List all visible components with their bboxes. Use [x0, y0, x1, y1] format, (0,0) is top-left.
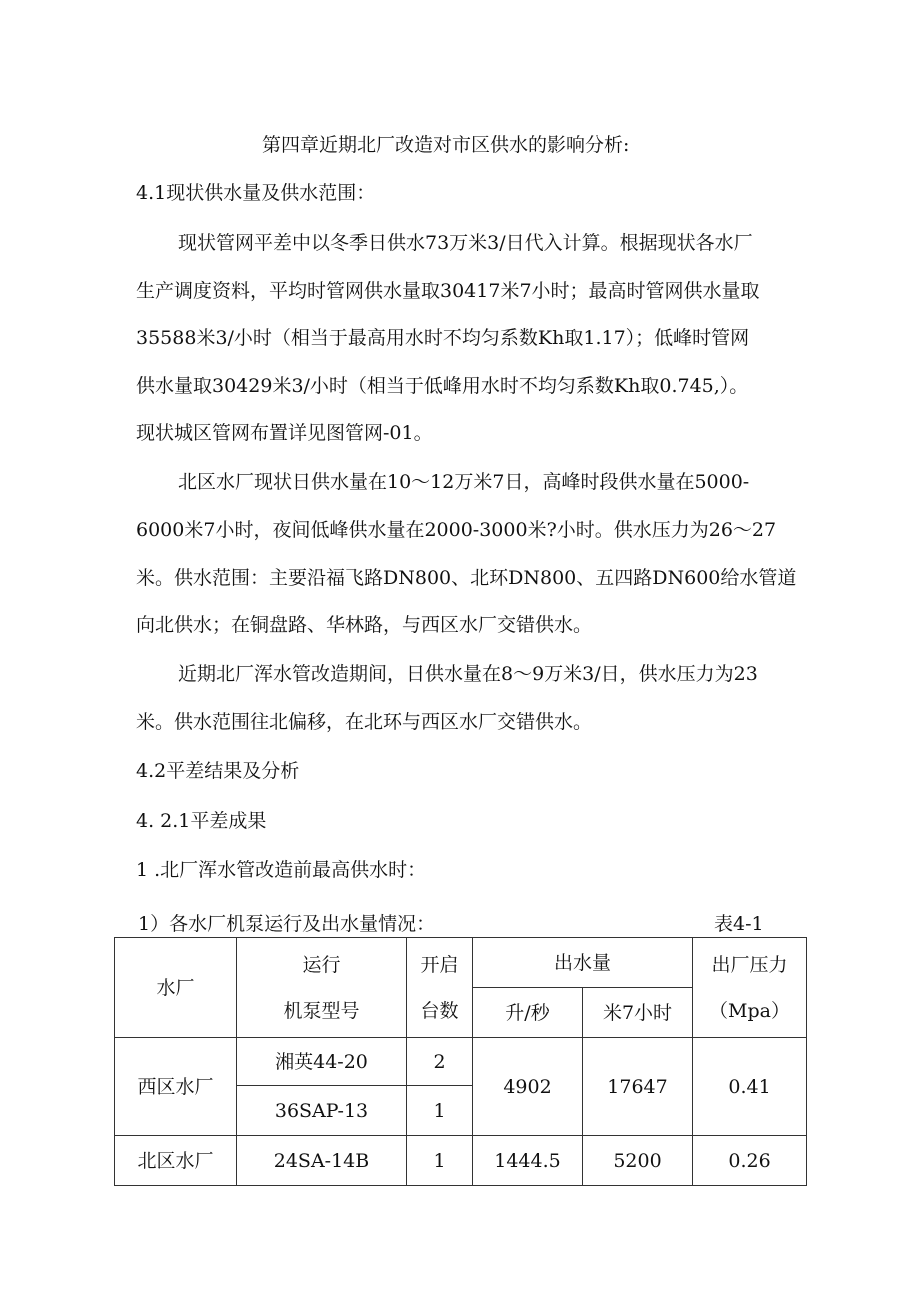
cell-output-ls: 4902 — [473, 1038, 583, 1136]
table-row — [115, 1136, 807, 1186]
section-heading-4-2: 4.2平差结果及分析 — [136, 760, 300, 782]
cell-pump-count: 2 — [407, 1038, 473, 1086]
section-heading-4-1: 4.1现状供水量及供水范围： — [136, 182, 376, 204]
chapter-title: 第四章近期北厂改造对市区供水的影响分析: — [262, 134, 630, 156]
paragraph-2-line-3: 米。供水范围：主要沿福飞路DN800、北环DN800、五四路DN600给水管道 — [136, 567, 797, 589]
header-pressure — [693, 938, 807, 1038]
header-pressure-line1: 出厂压力 — [711, 953, 788, 976]
cell-pump-model: 24SA-14B — [237, 1136, 407, 1186]
header-output-ls: 升/秒 — [473, 988, 583, 1038]
paragraph-2-line-2: 6000米7小时，夜间低峰供水量在2000-3000米?小时。供水压力为26～27 — [136, 519, 777, 541]
list-item-1: 1 .北厂浑水管改造前最高供水时： — [136, 859, 427, 881]
cell-output-m3h: 5200 — [583, 1136, 693, 1186]
header-plant: 水厂 — [115, 938, 237, 1038]
table-caption: 1）各水厂机泵运行及出水量情况： — [138, 913, 436, 935]
paragraph-1-line-3: 35588米3/小时（相当于最高用水时不均匀系数Kh取1.17）；低峰时管网 — [136, 327, 750, 349]
cell-pump-model: 36SAP-13 — [237, 1086, 407, 1136]
header-count — [407, 938, 473, 1038]
paragraph-2-line-4: 向北供水；在铜盘路、华林路，与西区水厂交错供水。 — [136, 614, 593, 636]
cell-pump-count: 1 — [407, 1136, 473, 1186]
paragraph-3-line-2: 米。供水范围往北偏移，在北环与西区水厂交错供水。 — [136, 711, 593, 733]
paragraph-1-line-4: 供水量取30429米3/小时（相当于低峰用水时不均匀系数Kh取0.745,）。 — [136, 375, 749, 397]
table-header-row — [115, 938, 807, 988]
table-number: 表4-1 — [714, 913, 764, 935]
header-count-line2: 台数 — [420, 999, 459, 1022]
cell-output-m3h: 17647 — [583, 1038, 693, 1136]
cell-plant-west: 西区水厂 — [115, 1038, 237, 1136]
header-output: 出水量 — [473, 938, 693, 988]
table-row — [115, 1038, 807, 1086]
header-count-line1: 开启 — [420, 953, 459, 976]
pump-output-table — [114, 937, 807, 1186]
cell-pump-count: 1 — [407, 1086, 473, 1136]
header-output-m3h: 米7小时 — [583, 988, 693, 1038]
cell-plant-north: 北区水厂 — [115, 1136, 237, 1186]
header-pressure-line2: （Mpa） — [709, 999, 790, 1022]
paragraph-1-line-5: 现状城区管网布置详见图管网-01。 — [136, 422, 433, 444]
header-pump-model — [237, 938, 407, 1038]
paragraph-1-line-2: 生产调度资料，平均时管网供水量取30417米7小时；最高时管网供水量取 — [136, 280, 760, 302]
paragraph-3-line-1: 近期北厂浑水管改造期间，日供水量在8～9万米3/日，供水压力为23 — [178, 663, 758, 685]
cell-pressure: 0.41 — [693, 1038, 807, 1136]
cell-output-ls: 1444.5 — [473, 1136, 583, 1186]
cell-pump-model: 湘英44-20 — [237, 1038, 407, 1086]
paragraph-2-line-1: 北区水厂现状日供水量在10～12万米7日，高峰时段供水量在5000- — [178, 471, 750, 493]
header-pump-line2: 机泵型号 — [283, 999, 360, 1022]
paragraph-1-line-1: 现状管网平差中以冬季日供水73万米3/日代入计算。根据现状各水厂 — [178, 232, 753, 254]
header-pump-line1: 运行 — [302, 953, 341, 976]
section-heading-4-2-1: 4. 2.1平差成果 — [136, 810, 267, 832]
cell-pressure: 0.26 — [693, 1136, 807, 1186]
